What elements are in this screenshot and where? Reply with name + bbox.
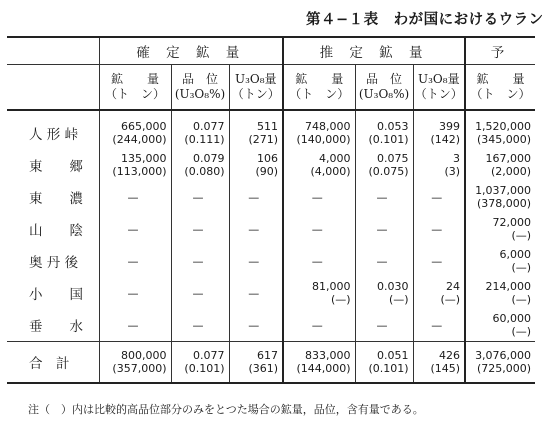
cell-value: 6,000: [499, 248, 532, 261]
cell-value-high-grade: (4,000): [310, 165, 351, 178]
cell-value-high-grade: (244,000): [112, 133, 167, 146]
cell-value: —: [127, 222, 139, 236]
cell-ore-est: [283, 277, 355, 309]
cell-value: —: [192, 222, 204, 236]
cell-grade-est: [355, 181, 413, 213]
table-row: [7, 213, 535, 245]
cell-ore-est: [283, 309, 355, 342]
cell-value: 0.075: [377, 152, 409, 165]
cell-value: 0.051: [377, 349, 409, 362]
footnote: 注（ ）内は比較的高品位部分のみをとつた場合の鉱量，品位，含有量である。: [28, 403, 424, 416]
cell-value: —: [248, 318, 260, 332]
cell-value-high-grade: (—): [388, 293, 409, 306]
row-name: 垂 水: [29, 319, 83, 335]
cell-grade: [171, 110, 229, 149]
cell-value: —: [248, 254, 260, 268]
cell-value: 665,000: [121, 120, 167, 133]
table-row: [7, 309, 535, 342]
cell-value-high-grade: (90): [255, 165, 279, 178]
cell-grade-est: [355, 213, 413, 245]
cell-value: —: [192, 318, 204, 332]
cell-value: 60,000: [492, 312, 532, 325]
cell-ore-est: [283, 245, 355, 277]
cell-grade: [171, 213, 229, 245]
group-estimated: 推 定 鉱 量: [283, 37, 465, 65]
uranium-reserves-table: [7, 36, 535, 384]
cell-value: —: [248, 190, 260, 204]
col-ore: 鉱 量 （ト ン）: [99, 65, 171, 111]
cell-value-high-grade: (144,000): [296, 362, 351, 375]
cell-ore-est: [283, 181, 355, 213]
cell-value: 399: [439, 120, 461, 133]
cell-ore-exp: [465, 245, 535, 277]
cell-value: —: [127, 286, 139, 300]
cell-value: —: [311, 254, 323, 268]
cell-grade-est: [355, 277, 413, 309]
cell-u3o8-est: [413, 342, 465, 384]
cell-value: —: [127, 190, 139, 204]
cell-value: 1,037,000: [475, 184, 532, 197]
cell-grade-est: [355, 110, 413, 149]
cell-u3o8-est: [413, 149, 465, 181]
cell-value-high-grade: (0.101): [368, 362, 409, 375]
table-title: 第４−１表 わが国におけるウラン: [306, 11, 544, 28]
cell-value: 3,076,000: [475, 349, 532, 362]
cell-value: —: [311, 318, 323, 332]
cell-grade: [171, 342, 229, 384]
cell-value: —: [431, 190, 443, 204]
cell-value: —: [431, 254, 443, 268]
cell-value: 135,000: [121, 152, 167, 165]
cell-value: 1,520,000: [475, 120, 532, 133]
cell-grade: [171, 277, 229, 309]
cell-value-high-grade: (0.101): [368, 133, 409, 146]
cell-value: 3: [453, 152, 461, 165]
cell-value: —: [376, 190, 388, 204]
col-ore-exp: 鉱 量 （ト ン）: [465, 65, 535, 111]
cell-u3o8: [229, 277, 283, 309]
cell-value-high-grade: (271): [248, 133, 279, 146]
cell-value-high-grade: (113,000): [112, 165, 167, 178]
cell-value-high-grade: (140,000): [296, 133, 351, 146]
cell-u3o8: [229, 245, 283, 277]
cell-value: —: [192, 286, 204, 300]
cell-value: —: [248, 286, 260, 300]
cell-value-high-grade: (—): [511, 229, 532, 242]
cell-value: 0.030: [377, 280, 409, 293]
cell-u3o8-est: [413, 277, 465, 309]
cell-value: 800,000: [121, 349, 167, 362]
cell-ore-est: [283, 342, 355, 384]
group-confirmed: 確 定 鉱 量: [99, 37, 283, 65]
row-name: 合 計: [7, 342, 99, 384]
table-row: [7, 149, 535, 181]
cell-value-high-grade: (2,000): [490, 165, 532, 178]
cell-value: 617: [257, 349, 279, 362]
cell-value: 4,000: [319, 152, 351, 165]
cell-value-high-grade: (0.075): [368, 165, 409, 178]
cell-u3o8-est: [413, 309, 465, 342]
cell-ore-exp: [465, 342, 535, 384]
cell-value: —: [376, 222, 388, 236]
cell-value: 426: [439, 349, 461, 362]
cell-value-high-grade: (345,000): [476, 133, 532, 146]
cell-ore-exp: [465, 149, 535, 181]
col-grade-est: 品 位 (U₃O₈%): [355, 65, 413, 111]
header-row-columns: [7, 65, 535, 111]
cell-grade-est: [355, 245, 413, 277]
cell-value-high-grade: (—): [511, 293, 532, 306]
table-row: [7, 181, 535, 213]
cell-value-high-grade: (—): [511, 325, 532, 338]
row-name: 東 濃: [29, 191, 83, 207]
cell-value: 0.079: [193, 152, 225, 165]
cell-ore-exp: [465, 213, 535, 245]
cell-value: 81,000: [312, 280, 351, 293]
cell-value: —: [127, 254, 139, 268]
cell-value: 214,000: [485, 280, 532, 293]
cell-value-high-grade: (361): [248, 362, 279, 375]
cell-value: 72,000: [492, 216, 532, 229]
cell-ore-exp: [465, 309, 535, 342]
cell-u3o8: [229, 181, 283, 213]
row-name: 山 陰: [29, 223, 83, 239]
cell-ore-est: [283, 110, 355, 149]
cell-ore: [99, 149, 171, 181]
cell-value: 0.077: [193, 120, 225, 133]
cell-value: —: [192, 254, 204, 268]
cell-grade-est: [355, 342, 413, 384]
cell-u3o8: [229, 309, 283, 342]
cell-value-high-grade: (—): [330, 293, 351, 306]
col-u3o8: U₃O₈量 （トン）: [229, 65, 283, 111]
cell-value: —: [376, 254, 388, 268]
cell-u3o8: [229, 110, 283, 149]
cell-value-high-grade: (0.101): [184, 362, 225, 375]
cell-grade-est: [355, 309, 413, 342]
total-row: [7, 342, 535, 384]
cell-ore-exp: [465, 110, 535, 149]
col-grade: 品 位 (U₃O₈%): [171, 65, 229, 111]
cell-u3o8: [229, 342, 283, 384]
row-name: 小 国: [29, 287, 83, 303]
row-name: 東 郷: [29, 159, 83, 175]
cell-value: —: [127, 318, 139, 332]
cell-ore: [99, 277, 171, 309]
header-row-groups: [7, 37, 535, 65]
cell-value: 167,000: [485, 152, 532, 165]
cell-value: 748,000: [305, 120, 351, 133]
cell-value-high-grade: (—): [511, 261, 532, 274]
cell-value-high-grade: (357,000): [112, 362, 167, 375]
row-name: 奥 丹 後: [29, 255, 79, 271]
cell-ore: [99, 213, 171, 245]
table-row: [7, 245, 535, 277]
cell-u3o8-est: [413, 110, 465, 149]
corner-cell-2: [7, 65, 99, 111]
cell-ore: [99, 309, 171, 342]
cell-value: —: [431, 318, 443, 332]
cell-value: —: [311, 222, 323, 236]
cell-grade-est: [355, 149, 413, 181]
cell-ore: [99, 245, 171, 277]
cell-grade: [171, 181, 229, 213]
corner-cell: [7, 37, 99, 65]
cell-value-high-grade: (—): [440, 293, 461, 306]
cell-value: 0.077: [193, 349, 225, 362]
cell-u3o8: [229, 213, 283, 245]
row-name: 人 形 峠: [29, 127, 79, 143]
cell-ore-exp: [465, 181, 535, 213]
cell-ore-exp: [465, 277, 535, 309]
cell-value-high-grade: (145): [430, 362, 461, 375]
cell-grade: [171, 309, 229, 342]
cell-grade: [171, 149, 229, 181]
cell-value-high-grade: (725,000): [476, 362, 532, 375]
cell-ore: [99, 110, 171, 149]
group-expected: 予: [465, 37, 535, 65]
cell-value: —: [376, 318, 388, 332]
cell-ore: [99, 181, 171, 213]
cell-ore: [99, 342, 171, 384]
cell-u3o8-est: [413, 213, 465, 245]
col-u3o8-est: U₃O₈量 （トン）: [413, 65, 465, 111]
cell-value: 0.053: [377, 120, 409, 133]
cell-value-high-grade: (142): [430, 133, 461, 146]
cell-value-high-grade: (3): [444, 165, 461, 178]
cell-value-high-grade: (0.111): [184, 133, 225, 146]
cell-value-high-grade: (378,000): [476, 197, 532, 210]
cell-value: 833,000: [305, 349, 351, 362]
cell-value: —: [192, 190, 204, 204]
table-row: [7, 277, 535, 309]
cell-u3o8-est: [413, 245, 465, 277]
cell-value: 511: [257, 120, 279, 133]
cell-ore-est: [283, 213, 355, 245]
table-row: [7, 110, 535, 149]
cell-value: —: [248, 222, 260, 236]
cell-value: —: [431, 222, 443, 236]
cell-value: 24: [446, 280, 461, 293]
cell-value-high-grade: (0.080): [184, 165, 225, 178]
cell-value: 106: [257, 152, 279, 165]
cell-value: —: [311, 190, 323, 204]
cell-grade: [171, 245, 229, 277]
cell-u3o8-est: [413, 181, 465, 213]
col-ore-est: 鉱 量 （ト ン）: [283, 65, 355, 111]
cell-u3o8: [229, 149, 283, 181]
cell-ore-est: [283, 149, 355, 181]
